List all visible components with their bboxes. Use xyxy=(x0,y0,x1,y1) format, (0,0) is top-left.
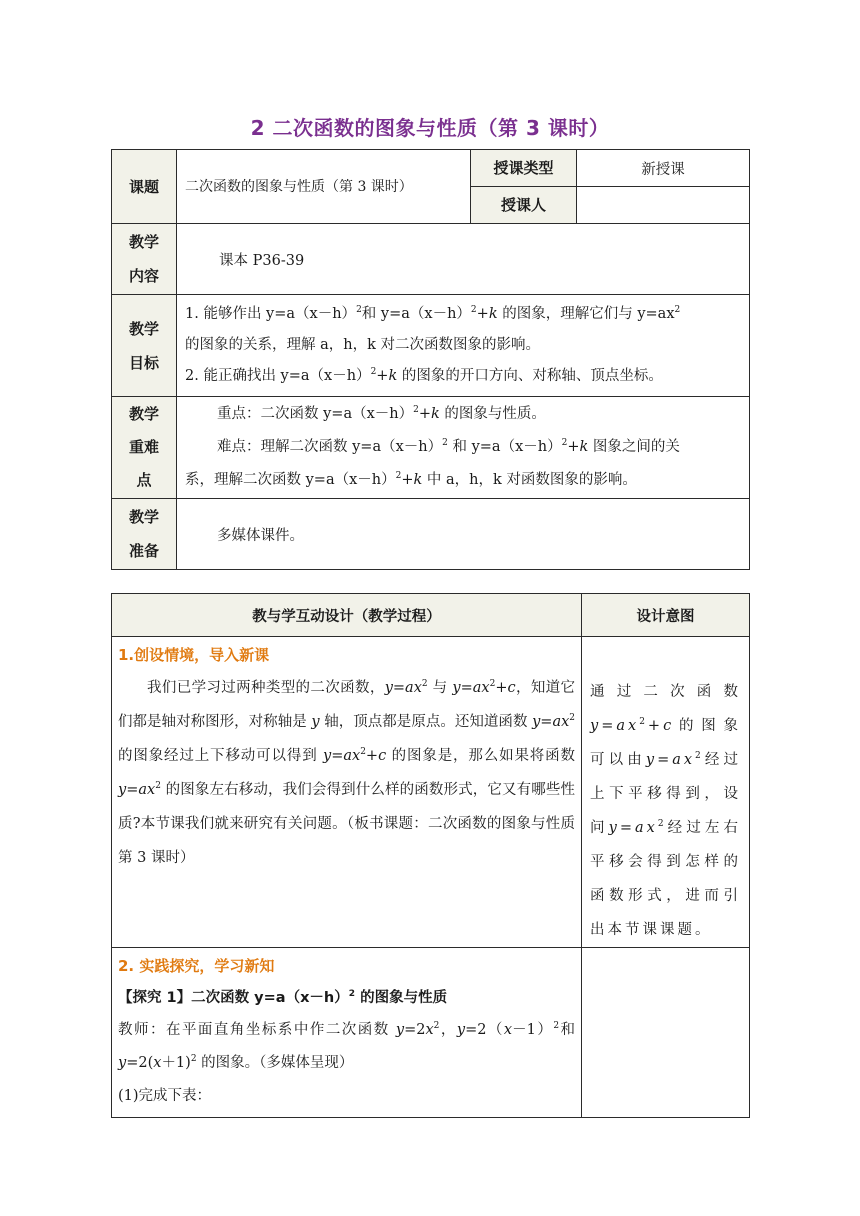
topic-label: 课题 xyxy=(112,150,177,224)
process-header: 教与学互动设计（教学过程） xyxy=(112,594,582,637)
key-points-label: 教学 重难 点 xyxy=(112,397,177,499)
content-value: 课本 P36-39 xyxy=(177,224,750,295)
prep-value: 多媒体课件。 xyxy=(177,499,750,570)
goal-1-cont: 的图象的关系，理解 a，h，k 对二次函数图象的影响。 xyxy=(185,337,540,353)
difficult-point-cont: 系，理解二次函数 $y=a(x-h)^2+k$ 中 a，h，k 对函数图象的影响。 xyxy=(185,471,637,488)
goals-text xyxy=(177,295,750,397)
section-1-cell xyxy=(112,637,582,948)
page-title: 2 二次函数的图象与性质（第 3 课时） xyxy=(250,116,610,140)
teacher-value xyxy=(577,187,750,224)
goals-label: 教学 目标 xyxy=(112,295,177,397)
section-1-paragraph: 我们已学习过两种类型的二次函数，$y=ax^2$ 与 $y=ax^2+c$，知道它们都是轴对称图形，对称轴是 y 轴，顶点都是原点。还知道函数 $y=ax^2$ 的图象经过上下移动可以得到 $y=ax^2+c$ 的图象是，那么如果将函数 $y=ax^2$ 的图象左右移动，我们会得到什么样的函数形式，它又有哪些性质?本节课我们就来研究有关问题。（板书课题：二次函数的图象与性质 第 3 课时） xyxy=(118,679,576,866)
section-1-intent: 通过二次函数$y=ax^2+c$的图象可以由$y=ax^2$经过上下平移得到，设问$y=ax^2$经过左右平移会得到怎样的函数形式，进而引出本节课课题。 xyxy=(582,637,750,948)
section-2-cell xyxy=(112,948,582,1118)
content-label: 教学 内容 xyxy=(112,224,177,295)
explore-1-heading: 【探究 1】二次函数 $y=a(x-h)^2$ 的图象与性质 xyxy=(118,989,448,1006)
section-1-title: 1.创设情境，导入新课 xyxy=(118,646,270,664)
intent-header: 设计意图 xyxy=(582,594,750,637)
section-2-task: (1)完成下表： xyxy=(118,1088,212,1104)
section-2-paragraph: 教师：在平面直角坐标系中作二次函数 $y=2x^2$，$y=2(x-1)^2$和 $y=2(x+1)^2$ 的图象。（多媒体呈现） xyxy=(118,1021,576,1071)
lesson-info-table xyxy=(111,149,750,570)
teaching-process-table xyxy=(111,593,750,1118)
topic-value: 二次函数的图象与性质（第 3 课时） xyxy=(177,150,471,224)
section-2-title: 2. 实践探究，学习新知 xyxy=(118,957,275,975)
key-points-text xyxy=(177,397,750,499)
section-2-intent xyxy=(582,948,750,1118)
type-label: 授课类型 xyxy=(471,150,577,187)
key-point: 重点：二次函数 $y=a(x-h)^2+k$ 的图象与性质。 xyxy=(217,405,546,422)
goal-2: 2. 能正确找出 $y=a(x-h)^2+k$ 的图象的开口方向、对称轴、顶点坐标。 xyxy=(185,367,663,384)
difficult-point: 难点：理解二次函数 $y=a(x-h)^2$ 和 $y=a(x-h)^2+k$ 图象之间的关 xyxy=(217,438,680,455)
goal-1: 1. 能够作出 $y=a(x-h)^2$和 $y=a(x-h)^2+k$ 的图象，理解它们与 $y=ax^2$ xyxy=(185,305,681,322)
type-value: 新授课 xyxy=(577,150,750,187)
teacher-label: 授课人 xyxy=(471,187,577,224)
prep-label: 教学 准备 xyxy=(112,499,177,570)
